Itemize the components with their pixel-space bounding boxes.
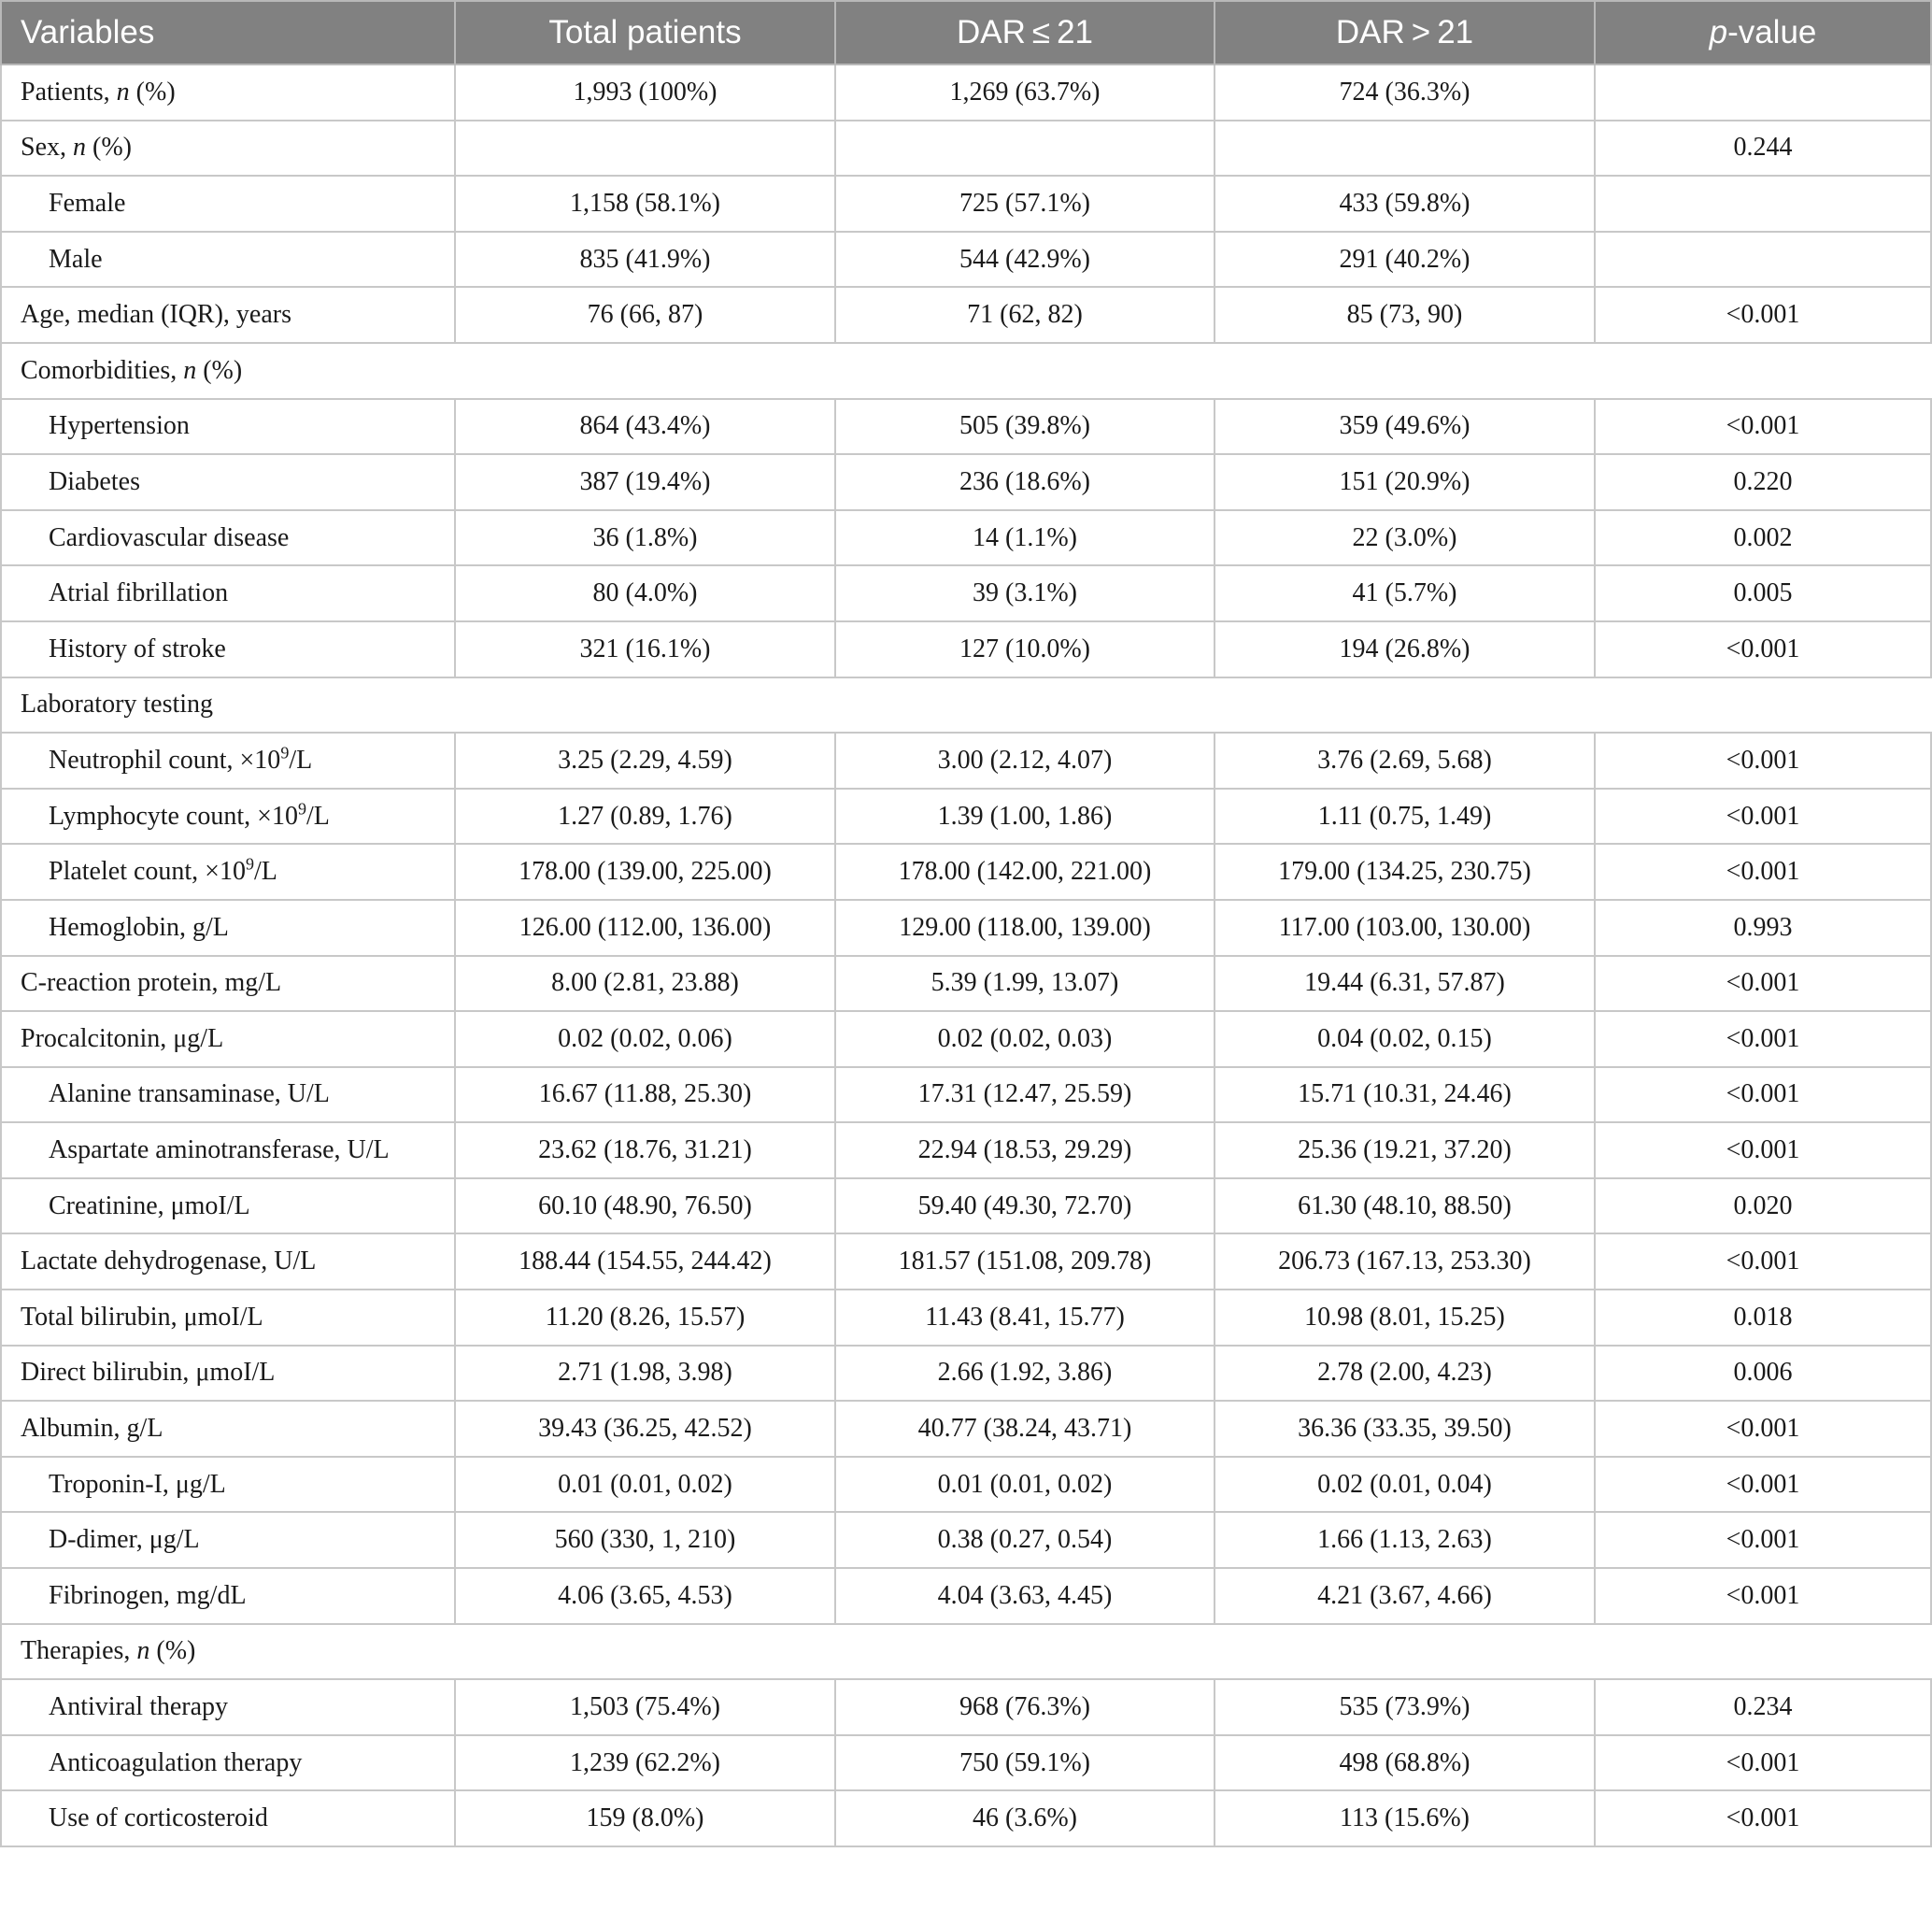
cell-dar-gt-21: 535 (73.9%) (1215, 1679, 1595, 1735)
table-row (1, 677, 1931, 734)
cell-total-patients: 1,239 (62.2%) (455, 1735, 835, 1791)
cell-total-patients: 4.06 (3.65, 4.53) (455, 1568, 835, 1624)
cell-total-patients: 23.62 (18.76, 31.21) (455, 1122, 835, 1178)
row-label (1, 1178, 455, 1234)
row-label-text: Neutrophil count, ×10 (49, 745, 281, 775)
cell-dar-gt-21: 291 (40.2%) (1215, 232, 1595, 288)
cell-p-value: 0.002 (1595, 510, 1931, 566)
table-row (1, 1122, 1931, 1178)
cell-dar-le-21: 127 (10.0%) (835, 621, 1215, 677)
cell-dar-le-21: 39 (3.1%) (835, 565, 1215, 621)
cell-total-patients: 159 (8.0%) (455, 1790, 835, 1846)
row-label-text: Platelet count, ×10 (49, 857, 246, 887)
table-row (1, 1233, 1931, 1290)
cell-total-patients: 0.01 (0.01, 0.02) (455, 1457, 835, 1513)
row-label-superscript: 9 (245, 854, 254, 874)
cell-total-patients: 2.71 (1.98, 3.98) (455, 1346, 835, 1402)
row-label (1, 1011, 455, 1067)
table-header (1, 1, 1931, 64)
row-label (1, 176, 455, 232)
cell-dar-le-21: 505 (39.8%) (835, 399, 1215, 455)
row-label-italic: n (73, 133, 86, 163)
cell-dar-le-21: 0.38 (0.27, 0.54) (835, 1512, 1215, 1568)
cell-dar-gt-21: 151 (20.9%) (1215, 454, 1595, 510)
cell-p-value: <0.001 (1595, 956, 1931, 1012)
row-label-italic: n (116, 77, 130, 107)
cell-dar-le-21: 750 (59.1%) (835, 1735, 1215, 1791)
row-label (1, 733, 455, 789)
row-label-text: Aspartate aminotransferase, U/L (49, 1135, 390, 1165)
cell-dar-le-21: 22.94 (18.53, 29.29) (835, 1122, 1215, 1178)
cell-dar-gt-21: 85 (73, 90) (1215, 287, 1595, 343)
row-label-text: Direct bilirubin, μmoI/L (21, 1358, 276, 1388)
row-label-text: D-dimer, μg/L (49, 1525, 200, 1555)
cell-p-value: 0.234 (1595, 1679, 1931, 1735)
cell-p-value: 0.993 (1595, 900, 1931, 956)
row-label (1, 1346, 455, 1402)
cell-dar-gt-21: 433 (59.8%) (1215, 176, 1595, 232)
cell-total-patients: 560 (330, 1, 210) (455, 1512, 835, 1568)
cell-dar-le-21: 4.04 (3.63, 4.45) (835, 1568, 1215, 1624)
table-row (1, 454, 1931, 510)
row-label (1, 677, 1931, 734)
cell-dar-gt-21: 4.21 (3.67, 4.66) (1215, 1568, 1595, 1624)
cell-total-patients: 80 (4.0%) (455, 565, 835, 621)
header-variables: Variables (1, 1, 455, 64)
row-label-text: Alanine transaminase, U/L (49, 1079, 330, 1109)
cell-p-value: <0.001 (1595, 733, 1931, 789)
table-row (1, 1067, 1931, 1123)
table-row (1, 621, 1931, 677)
row-label-text: Procalcitonin, μg/L (21, 1023, 224, 1053)
row-label-text: Therapies, (21, 1636, 137, 1666)
cell-total-patients: 39.43 (36.25, 42.52) (455, 1401, 835, 1457)
row-label (1, 1290, 455, 1346)
row-label-text: Troponin-I, μg/L (49, 1469, 226, 1499)
row-label-suffix: (%) (149, 1636, 196, 1666)
table-row (1, 399, 1931, 455)
row-label-text: Hemoglobin, g/L (49, 912, 229, 942)
cell-dar-gt-21: 0.02 (0.01, 0.04) (1215, 1457, 1595, 1513)
cell-dar-gt-21: 179.00 (134.25, 230.75) (1215, 844, 1595, 900)
cell-total-patients (455, 121, 835, 177)
cell-total-patients: 1.27 (0.89, 1.76) (455, 789, 835, 845)
row-label-text: Diabetes (49, 466, 140, 496)
cell-dar-gt-21: 61.30 (48.10, 88.50) (1215, 1178, 1595, 1234)
row-label-suffix: (%) (196, 355, 243, 385)
row-label (1, 121, 455, 177)
cell-total-patients: 321 (16.1%) (455, 621, 835, 677)
cell-p-value: <0.001 (1595, 1790, 1931, 1846)
cell-p-value: <0.001 (1595, 287, 1931, 343)
row-label (1, 510, 455, 566)
cell-dar-gt-21: 2.78 (2.00, 4.23) (1215, 1346, 1595, 1402)
cell-p-value: <0.001 (1595, 1233, 1931, 1290)
header-p-suffix: -value (1727, 14, 1817, 50)
cell-p-value: <0.001 (1595, 789, 1931, 845)
row-label (1, 1457, 455, 1513)
table-row (1, 789, 1931, 845)
row-label-text: C-reaction protein, mg/L (21, 968, 282, 998)
cell-p-value (1595, 176, 1931, 232)
cell-dar-gt-21: 10.98 (8.01, 15.25) (1215, 1290, 1595, 1346)
row-label-suffix: /L (253, 857, 277, 887)
cell-p-value: 0.244 (1595, 121, 1931, 177)
cell-dar-le-21: 0.01 (0.01, 0.02) (835, 1457, 1215, 1513)
cell-total-patients: 1,503 (75.4%) (455, 1679, 835, 1735)
cell-dar-gt-21: 1.66 (1.13, 2.63) (1215, 1512, 1595, 1568)
header-row (1, 1, 1931, 64)
row-label-text: Female (49, 188, 126, 218)
table-row (1, 176, 1931, 232)
cell-total-patients: 11.20 (8.26, 15.57) (455, 1290, 835, 1346)
row-label-italic: n (183, 355, 197, 385)
table-row (1, 565, 1931, 621)
cell-dar-gt-21: 1.11 (0.75, 1.49) (1215, 789, 1595, 845)
row-label (1, 1233, 455, 1290)
cell-p-value: <0.001 (1595, 399, 1931, 455)
cell-p-value: <0.001 (1595, 1401, 1931, 1457)
cell-total-patients: 76 (66, 87) (455, 287, 835, 343)
row-label (1, 1679, 455, 1735)
row-label (1, 900, 455, 956)
row-label (1, 1790, 455, 1846)
header-total-patients: Total patients (455, 1, 835, 64)
row-label-suffix: /L (289, 745, 313, 775)
table-row (1, 956, 1931, 1012)
row-label (1, 287, 455, 343)
row-label-text: Comorbidities, (21, 355, 184, 385)
cell-dar-le-21: 59.40 (49.30, 72.70) (835, 1178, 1215, 1234)
table-row (1, 510, 1931, 566)
row-label-text: Total bilirubin, μmoI/L (21, 1302, 263, 1332)
cell-total-patients: 8.00 (2.81, 23.88) (455, 956, 835, 1012)
cell-dar-gt-21: 25.36 (19.21, 37.20) (1215, 1122, 1595, 1178)
cell-p-value: 0.220 (1595, 454, 1931, 510)
row-label (1, 1401, 455, 1457)
cell-p-value: 0.020 (1595, 1178, 1931, 1234)
cell-total-patients: 16.67 (11.88, 25.30) (455, 1067, 835, 1123)
cell-p-value: 0.018 (1595, 1290, 1931, 1346)
cell-p-value (1595, 64, 1931, 121)
cell-dar-le-21: 71 (62, 82) (835, 287, 1215, 343)
table-row (1, 121, 1931, 177)
table-row (1, 1457, 1931, 1513)
cell-dar-le-21: 129.00 (118.00, 139.00) (835, 900, 1215, 956)
row-label-suffix: (%) (129, 77, 176, 107)
row-label (1, 565, 455, 621)
cell-total-patients: 1,993 (100%) (455, 64, 835, 121)
row-label-text: Male (49, 244, 103, 274)
row-label (1, 343, 1931, 399)
row-label (1, 956, 455, 1012)
row-label (1, 454, 455, 510)
cell-total-patients: 178.00 (139.00, 225.00) (455, 844, 835, 900)
row-label-text: Antiviral therapy (49, 1692, 229, 1722)
cell-p-value (1595, 232, 1931, 288)
cell-dar-gt-21: 41 (5.7%) (1215, 565, 1595, 621)
cell-p-value: <0.001 (1595, 1735, 1931, 1791)
table-row (1, 287, 1931, 343)
table-row (1, 1290, 1931, 1346)
header-dar-gt-21: DAR > 21 (1215, 1, 1595, 64)
row-label (1, 1122, 455, 1178)
table-row (1, 1735, 1931, 1791)
cell-p-value: <0.001 (1595, 1512, 1931, 1568)
row-label-text: Laboratory testing (21, 690, 214, 720)
cell-dar-le-21: 14 (1.1%) (835, 510, 1215, 566)
cell-dar-le-21: 1.39 (1.00, 1.86) (835, 789, 1215, 845)
cell-dar-le-21: 5.39 (1.99, 13.07) (835, 956, 1215, 1012)
row-label-text: Lymphocyte count, ×10 (49, 801, 298, 831)
row-label-superscript: 9 (280, 743, 290, 762)
row-label (1, 1568, 455, 1624)
cell-total-patients: 835 (41.9%) (455, 232, 835, 288)
cell-p-value: <0.001 (1595, 1122, 1931, 1178)
cell-dar-gt-21: 19.44 (6.31, 57.87) (1215, 956, 1595, 1012)
table-row (1, 900, 1931, 956)
table-row (1, 733, 1931, 789)
cell-dar-le-21: 968 (76.3%) (835, 1679, 1215, 1735)
table-row (1, 1790, 1931, 1846)
table-row (1, 1568, 1931, 1624)
cell-dar-le-21: 3.00 (2.12, 4.07) (835, 733, 1215, 789)
cell-p-value: 0.006 (1595, 1346, 1931, 1402)
cell-dar-le-21: 2.66 (1.92, 3.86) (835, 1346, 1215, 1402)
cell-p-value: <0.001 (1595, 1067, 1931, 1123)
row-label-text: Fibrinogen, mg/dL (49, 1580, 247, 1610)
cell-dar-le-21: 236 (18.6%) (835, 454, 1215, 510)
row-label-text: Atrial fibrillation (49, 578, 229, 608)
cell-total-patients: 864 (43.4%) (455, 399, 835, 455)
cell-dar-gt-21: 15.71 (10.31, 24.46) (1215, 1067, 1595, 1123)
cell-total-patients: 126.00 (112.00, 136.00) (455, 900, 835, 956)
row-label-superscript: 9 (297, 799, 306, 819)
cell-p-value: <0.001 (1595, 1568, 1931, 1624)
row-label-text: Creatinine, μmoI/L (49, 1190, 250, 1220)
table-row (1, 1512, 1931, 1568)
row-label (1, 399, 455, 455)
cell-p-value: <0.001 (1595, 1457, 1931, 1513)
table-row (1, 1401, 1931, 1457)
row-label-italic: n (136, 1636, 150, 1666)
table-row (1, 1346, 1931, 1402)
cell-dar-le-21: 725 (57.1%) (835, 176, 1215, 232)
row-label-text: Use of corticosteroid (49, 1803, 268, 1833)
cell-dar-gt-21 (1215, 121, 1595, 177)
row-label (1, 1512, 455, 1568)
row-label (1, 621, 455, 677)
cell-total-patients: 0.02 (0.02, 0.06) (455, 1011, 835, 1067)
cell-dar-gt-21: 113 (15.6%) (1215, 1790, 1595, 1846)
row-label (1, 1067, 455, 1123)
cell-dar-le-21: 1,269 (63.7%) (835, 64, 1215, 121)
cell-dar-gt-21: 724 (36.3%) (1215, 64, 1595, 121)
cell-dar-le-21: 0.02 (0.02, 0.03) (835, 1011, 1215, 1067)
header-p-italic: p (1709, 14, 1728, 50)
cell-total-patients: 36 (1.8%) (455, 510, 835, 566)
row-label-suffix: /L (305, 801, 330, 831)
cell-dar-le-21: 178.00 (142.00, 221.00) (835, 844, 1215, 900)
row-label (1, 1624, 1931, 1680)
cell-p-value: 0.005 (1595, 565, 1931, 621)
cell-dar-le-21: 46 (3.6%) (835, 1790, 1215, 1846)
row-label (1, 64, 455, 121)
table-row (1, 844, 1931, 900)
row-label-text: Age, median (IQR), years (21, 300, 292, 330)
cell-total-patients: 188.44 (154.55, 244.42) (455, 1233, 835, 1290)
cell-p-value: <0.001 (1595, 621, 1931, 677)
row-label-text: Albumin, g/L (21, 1414, 163, 1444)
row-label (1, 232, 455, 288)
cell-dar-gt-21: 22 (3.0%) (1215, 510, 1595, 566)
cell-dar-le-21: 17.31 (12.47, 25.59) (835, 1067, 1215, 1123)
cell-total-patients: 1,158 (58.1%) (455, 176, 835, 232)
cell-dar-gt-21: 117.00 (103.00, 130.00) (1215, 900, 1595, 956)
cell-dar-gt-21: 36.36 (33.35, 39.50) (1215, 1401, 1595, 1457)
table-row (1, 1178, 1931, 1234)
header-dar-le-21: DAR ≤ 21 (835, 1, 1215, 64)
row-label-text: Cardiovascular disease (49, 522, 290, 552)
row-label-text: History of stroke (49, 634, 226, 663)
cell-total-patients: 60.10 (48.90, 76.50) (455, 1178, 835, 1234)
row-label-suffix: (%) (86, 133, 132, 163)
cell-dar-gt-21: 206.73 (167.13, 253.30) (1215, 1233, 1595, 1290)
table-body (1, 64, 1931, 1846)
cell-dar-gt-21: 0.04 (0.02, 0.15) (1215, 1011, 1595, 1067)
row-label (1, 1735, 455, 1791)
row-label-text: Anticoagulation therapy (49, 1747, 303, 1777)
row-label-text: Hypertension (49, 411, 190, 441)
header-p-value (1595, 1, 1931, 64)
table-row (1, 1679, 1931, 1735)
cell-dar-gt-21: 359 (49.6%) (1215, 399, 1595, 455)
cell-total-patients: 387 (19.4%) (455, 454, 835, 510)
cell-dar-gt-21: 498 (68.8%) (1215, 1735, 1595, 1791)
row-label-text: Patients, (21, 77, 117, 107)
cell-dar-gt-21: 194 (26.8%) (1215, 621, 1595, 677)
row-label-text: Lactate dehydrogenase, U/L (21, 1247, 317, 1276)
row-label-text: Sex, (21, 133, 73, 163)
cell-dar-le-21: 40.77 (38.24, 43.71) (835, 1401, 1215, 1457)
cell-dar-gt-21: 3.76 (2.69, 5.68) (1215, 733, 1595, 789)
row-label (1, 844, 455, 900)
table-row (1, 343, 1931, 399)
cell-p-value: <0.001 (1595, 844, 1931, 900)
row-label (1, 789, 455, 845)
cell-dar-le-21: 544 (42.9%) (835, 232, 1215, 288)
table-row (1, 1011, 1931, 1067)
cell-p-value: <0.001 (1595, 1011, 1931, 1067)
table-row (1, 64, 1931, 121)
cell-dar-le-21: 11.43 (8.41, 15.77) (835, 1290, 1215, 1346)
cell-dar-le-21 (835, 121, 1215, 177)
table-row (1, 232, 1931, 288)
table-row (1, 1624, 1931, 1680)
cell-total-patients: 3.25 (2.29, 4.59) (455, 733, 835, 789)
cell-dar-le-21: 181.57 (151.08, 209.78) (835, 1233, 1215, 1290)
